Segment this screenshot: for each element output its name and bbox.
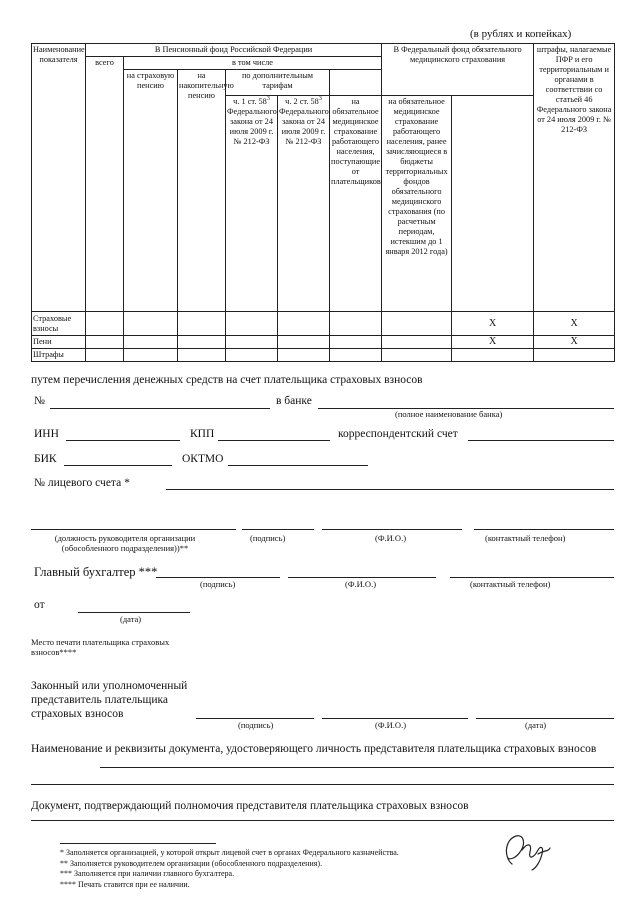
header-total: всего bbox=[86, 57, 124, 312]
head-phone-field[interactable] bbox=[474, 529, 614, 530]
account-no-label: № bbox=[34, 395, 45, 407]
transfer-text: путем перечисления денежных средств на счет плательщика страховых взносов bbox=[31, 374, 423, 386]
head-signature-field[interactable] bbox=[242, 529, 314, 530]
rep-signature-hint: (подпись) bbox=[238, 720, 274, 730]
inn-label: ИНН bbox=[34, 428, 59, 440]
head-position-field[interactable] bbox=[31, 529, 236, 530]
head-position-hint: (должность руководителя организации (обособленного подразделения))** bbox=[54, 533, 196, 553]
bik-field[interactable] bbox=[64, 465, 172, 466]
identity-doc-field[interactable] bbox=[100, 767, 614, 768]
header-funded-pension: на накопительную пенсию bbox=[178, 70, 226, 312]
identity-doc-label: Наименование и реквизиты документа, удостоверяющего личность представителя плательщика страховых взносов bbox=[31, 743, 597, 755]
chief-phone-hint: (контактный телефон) bbox=[470, 579, 551, 589]
rep-signature-field[interactable] bbox=[196, 718, 314, 719]
header-insurance-pension: на страховую пенсию bbox=[124, 70, 178, 312]
head-phone-hint: (контактный телефон) bbox=[485, 533, 566, 543]
x-mark: Х bbox=[452, 336, 534, 349]
header-pfr: В Пенсионный фонд Российской Федерации bbox=[86, 44, 382, 57]
chief-signature-field[interactable] bbox=[156, 577, 280, 578]
representative-label: Законный или уполномоченный представитель плательщика страховых взносов bbox=[31, 680, 188, 720]
footnotes bbox=[60, 848, 399, 890]
head-fio-hint: (Ф.И.О.) bbox=[375, 533, 407, 543]
rep-fio-hint: (Ф.И.О.) bbox=[375, 720, 407, 730]
authority-doc-field[interactable] bbox=[31, 820, 614, 821]
payments-table bbox=[31, 43, 615, 362]
head-signature-hint: (подпись) bbox=[250, 533, 286, 543]
chief-phone-field[interactable] bbox=[450, 577, 614, 578]
header-ffoms: В Федеральный фонд обязательного медицинского страхования bbox=[382, 44, 534, 96]
chief-signature-hint: (подпись) bbox=[200, 579, 236, 589]
chief-fio-hint: (Ф.И.О.) bbox=[345, 579, 377, 589]
date-field[interactable] bbox=[78, 612, 190, 613]
date-from-label: от bbox=[34, 599, 45, 611]
row-label: Штрафы bbox=[32, 349, 86, 362]
x-mark: Х bbox=[534, 336, 615, 349]
header-art58-p1: ч. 1 ст. $58^3$ Федерального закона от 24 июля 2009 г. № 212-ФЗ bbox=[226, 96, 278, 312]
footnote-4: **** Печать ставится при ее наличии. bbox=[60, 879, 190, 889]
handwritten-signature bbox=[498, 828, 554, 872]
footnote-2: ** Заполняется руководителем организации (обособленного подразделения). bbox=[60, 858, 323, 868]
bik-label: БИК bbox=[34, 453, 57, 465]
bank-label: в банке bbox=[276, 395, 312, 407]
oktmo-label: ОКТМО bbox=[182, 453, 224, 465]
table-row bbox=[32, 349, 615, 362]
personal-account-label: № лицевого счета * bbox=[34, 477, 130, 489]
units-note: (в рублях и копейках) bbox=[470, 28, 572, 40]
header-including: в том числе bbox=[124, 57, 382, 70]
chief-fio-field[interactable] bbox=[288, 577, 436, 578]
footnote-3: *** Заполняется при наличии главного бухгалтера. bbox=[60, 869, 235, 878]
footnote-divider bbox=[60, 843, 216, 844]
table-row bbox=[32, 336, 615, 349]
personal-account-field[interactable] bbox=[166, 489, 614, 490]
account-no-field[interactable] bbox=[50, 408, 270, 409]
footnote-1: * Заполняется организацией, у которой открыт лицевой счет в органах Федерального казначейства. bbox=[60, 848, 399, 857]
row-label: Пени bbox=[32, 336, 86, 349]
header-ffoms-previous: на обязательное медицинское страхование работающего населения, ранее зачисляющиеся в бюджеты территориальных фондов обязательного медицинского страхования (по расчетным периодам, истекшим до 1 января 2012 года) bbox=[382, 96, 452, 312]
bank-hint: (полное наименование банка) bbox=[395, 409, 503, 419]
chief-accountant-label: Главный бухгалтер *** bbox=[34, 565, 158, 579]
corr-account-field[interactable] bbox=[468, 440, 614, 441]
head-fio-field[interactable] bbox=[322, 529, 462, 530]
header-ffoms-current: на обязательное медицинское страхование работающего населения, поступающие от плательщиков bbox=[330, 96, 382, 312]
date-hint: (дата) bbox=[120, 614, 142, 624]
x-mark: Х bbox=[534, 312, 615, 336]
row-label: Страховые взносы bbox=[32, 312, 86, 336]
inn-field[interactable] bbox=[66, 440, 180, 441]
header-art58-p2: ч. 2 ст. $58^3$ Федерального закона от 24 июля 2009 г. № 212-ФЗ bbox=[278, 96, 330, 312]
header-additional-tariffs: по дополнительным тарифам bbox=[226, 70, 330, 96]
rep-fio-field[interactable] bbox=[322, 718, 468, 719]
header-fines-46: штрафы, налагаемые ПФР и его территориальным и органами в соответствии со статьей 46 Федерального закона от 24 июля 2009 г. № 212-ФЗ bbox=[534, 44, 615, 312]
kpp-field[interactable] bbox=[218, 440, 330, 441]
kpp-label: КПП bbox=[190, 428, 215, 440]
identity-doc-field-2[interactable] bbox=[31, 784, 614, 785]
rep-date-hint: (дата) bbox=[525, 720, 547, 730]
stamp-place: Место печати плательщика страховых взносов**** bbox=[31, 637, 170, 657]
header-indicator: Наименование показателя bbox=[32, 44, 86, 312]
rep-date-field[interactable] bbox=[476, 718, 614, 719]
oktmo-field[interactable] bbox=[228, 465, 368, 466]
authority-doc-label: Документ, подтверждающий полномочия представителя плательщика страховых взносов bbox=[31, 800, 469, 812]
x-mark: Х bbox=[452, 312, 534, 336]
table-row bbox=[32, 312, 615, 336]
corr-account-label: корреспондентский счет bbox=[338, 428, 458, 440]
